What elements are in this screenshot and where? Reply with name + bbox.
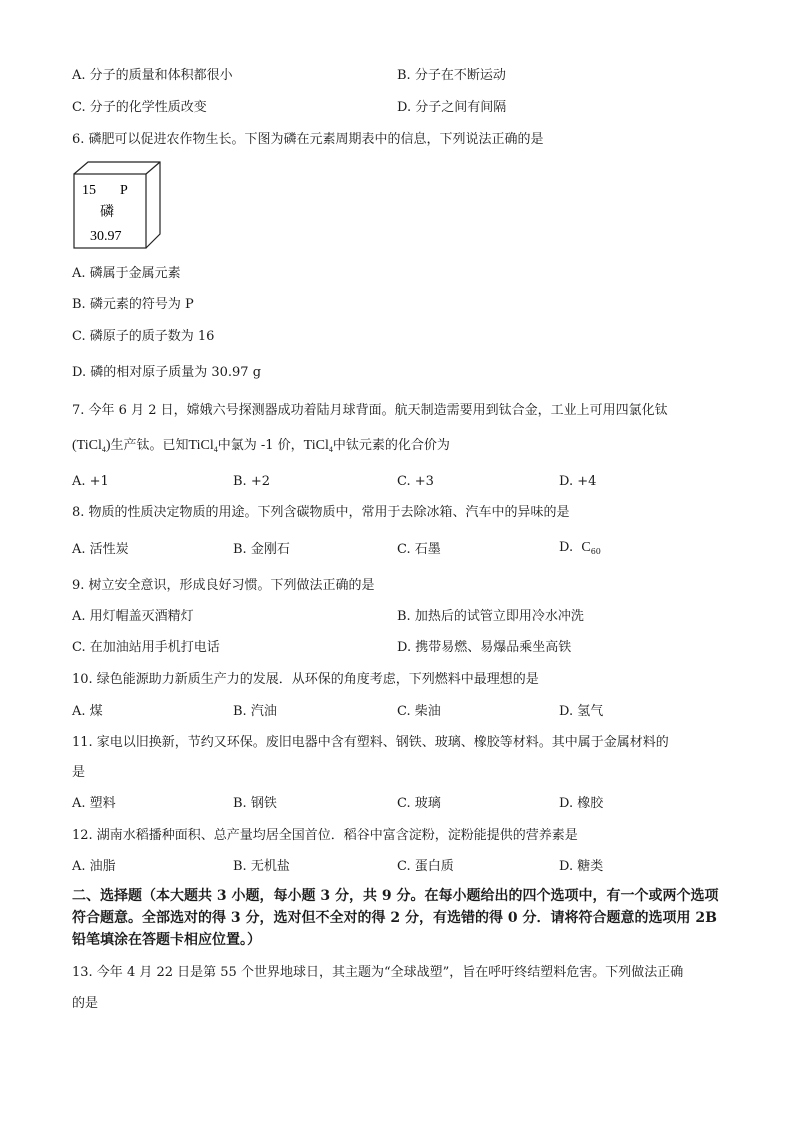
q7-formula-1: (TiCl$_4$)	[72, 438, 111, 454]
q7-formula-2: TiCl$_4$	[188, 438, 218, 454]
q12-option-b: B. 无机盐	[233, 859, 290, 874]
q5-option-d: D. 分子之间有间隔	[397, 100, 507, 115]
q5-option-c: C. 分子的化学性质改变	[72, 100, 207, 115]
element-name: 磷	[100, 205, 114, 220]
q6-option-c: C. 磷原子的质子数为 16	[72, 329, 215, 344]
q13-stem-line1: 13. 今年 4 月 22 日是第 55 个世界地球日，其主题为“全球战塑”，旨在呼吁终结塑料危害。下列做法正确	[72, 965, 684, 980]
q9-option-c: C. 在加油站用手机打电话	[72, 640, 220, 655]
q7-option-d: D. +4	[559, 474, 597, 489]
q8-option-b: B. 金刚石	[233, 542, 290, 557]
q10-option-c: C. 柴油	[397, 704, 441, 719]
q7-stem-line1: 7. 今年 6 月 2 日，嫦娥六号探测器成功着陆月球背面。航天制造需要用到钛合金，工业上可用四氯化钛	[72, 403, 668, 418]
q12-option-a: A. 油脂	[72, 859, 116, 874]
q6-stem: 6. 磷肥可以促进农作物生长。下图为磷在元素周期表中的信息，下列说法正确的是	[72, 132, 544, 147]
q10-option-a: A. 煤	[72, 704, 103, 719]
q7-option-b: B. +2	[233, 474, 270, 489]
q8-option-c: C. 石墨	[397, 542, 441, 557]
q11-option-d: D. 橡胶	[559, 796, 604, 811]
q6-option-a: A. 磷属于金属元素	[72, 266, 181, 281]
q11-stem-line2: 是	[72, 765, 86, 780]
q7-option-a: A. +1	[72, 474, 109, 489]
q10-option-d: D. 氢气	[559, 704, 604, 719]
q11-option-b: B. 钢铁	[233, 796, 277, 811]
q9-stem: 9. 树立安全意识，形成良好习惯。下列做法正确的是	[72, 578, 375, 593]
q12-option-c: C. 蛋白质	[397, 859, 454, 874]
section-2-heading: 二、选择题（本大题共 3 小题，每小题 3 分，共 9 分。在每小题给出的四个选项中，有一个或两个选项符合题意。全部选对的得 3 分，选对但不全对的得 2 分，有选错的得 0 分．请将符合题意的选项用 2B 铅笔填涂在答题卡相应位置。）	[72, 888, 719, 948]
q9-option-d: D. 携带易燃、易爆品乘坐高铁	[397, 640, 572, 655]
q7-stem-line2: (TiCl$_4$)生产钛。已知TiCl$_4$中氯为 -1 价，TiCl$_4$中钛元素的化合价为	[72, 438, 450, 454]
q10-stem: 10. 绿色能源助力新质生产力的发展．从环保的角度考虑，下列燃料中最理想的是	[72, 672, 539, 687]
q6-option-d: D. 磷的相对原子质量为 30.97 g	[72, 365, 262, 380]
q9-option-a: A. 用灯帽盖灭酒精灯	[72, 609, 194, 624]
q8-option-d: D. $C_{60}$	[559, 540, 601, 556]
q6-option-b: B. 磷元素的符号为 P	[72, 297, 194, 312]
q9-option-b: B. 加热后的试管立即用冷水冲洗	[397, 609, 584, 624]
element-symbol: P	[120, 183, 128, 198]
q7-option-c: C. +3	[397, 474, 434, 489]
q5-option-b: B. 分子在不断运动	[397, 68, 506, 83]
q12-stem: 12. 湖南水稻播种面积、总产量均居全国首位．稻谷中富含淀粉，淀粉能提供的营养素是	[72, 828, 578, 843]
q11-stem-line1: 11. 家电以旧换新，节约又环保。废旧电器中含有塑料、钢铁、玻璃、橡胶等材料。其中属于金属材料的	[72, 735, 669, 750]
q5-option-a: A. 分子的质量和体积都很小	[72, 68, 233, 83]
q13-stem-line2: 的是	[72, 996, 99, 1011]
q11-option-c: C. 玻璃	[397, 796, 441, 811]
q10-option-b: B. 汽油	[233, 704, 277, 719]
element-cell-phosphorus	[72, 160, 162, 252]
q7-formula-3: TiCl$_4$	[303, 438, 333, 454]
q8-stem: 8. 物质的性质决定物质的用途。下列含碳物质中，常用于去除冰箱、汽车中的异味的是	[72, 505, 570, 520]
element-atomic-number: 15	[82, 183, 96, 198]
q12-option-d: D. 糖类	[559, 859, 604, 874]
q11-option-a: A. 塑料	[72, 796, 116, 811]
element-atomic-mass: 30.97	[90, 229, 122, 244]
q8-option-a: A. 活性炭	[72, 542, 129, 557]
